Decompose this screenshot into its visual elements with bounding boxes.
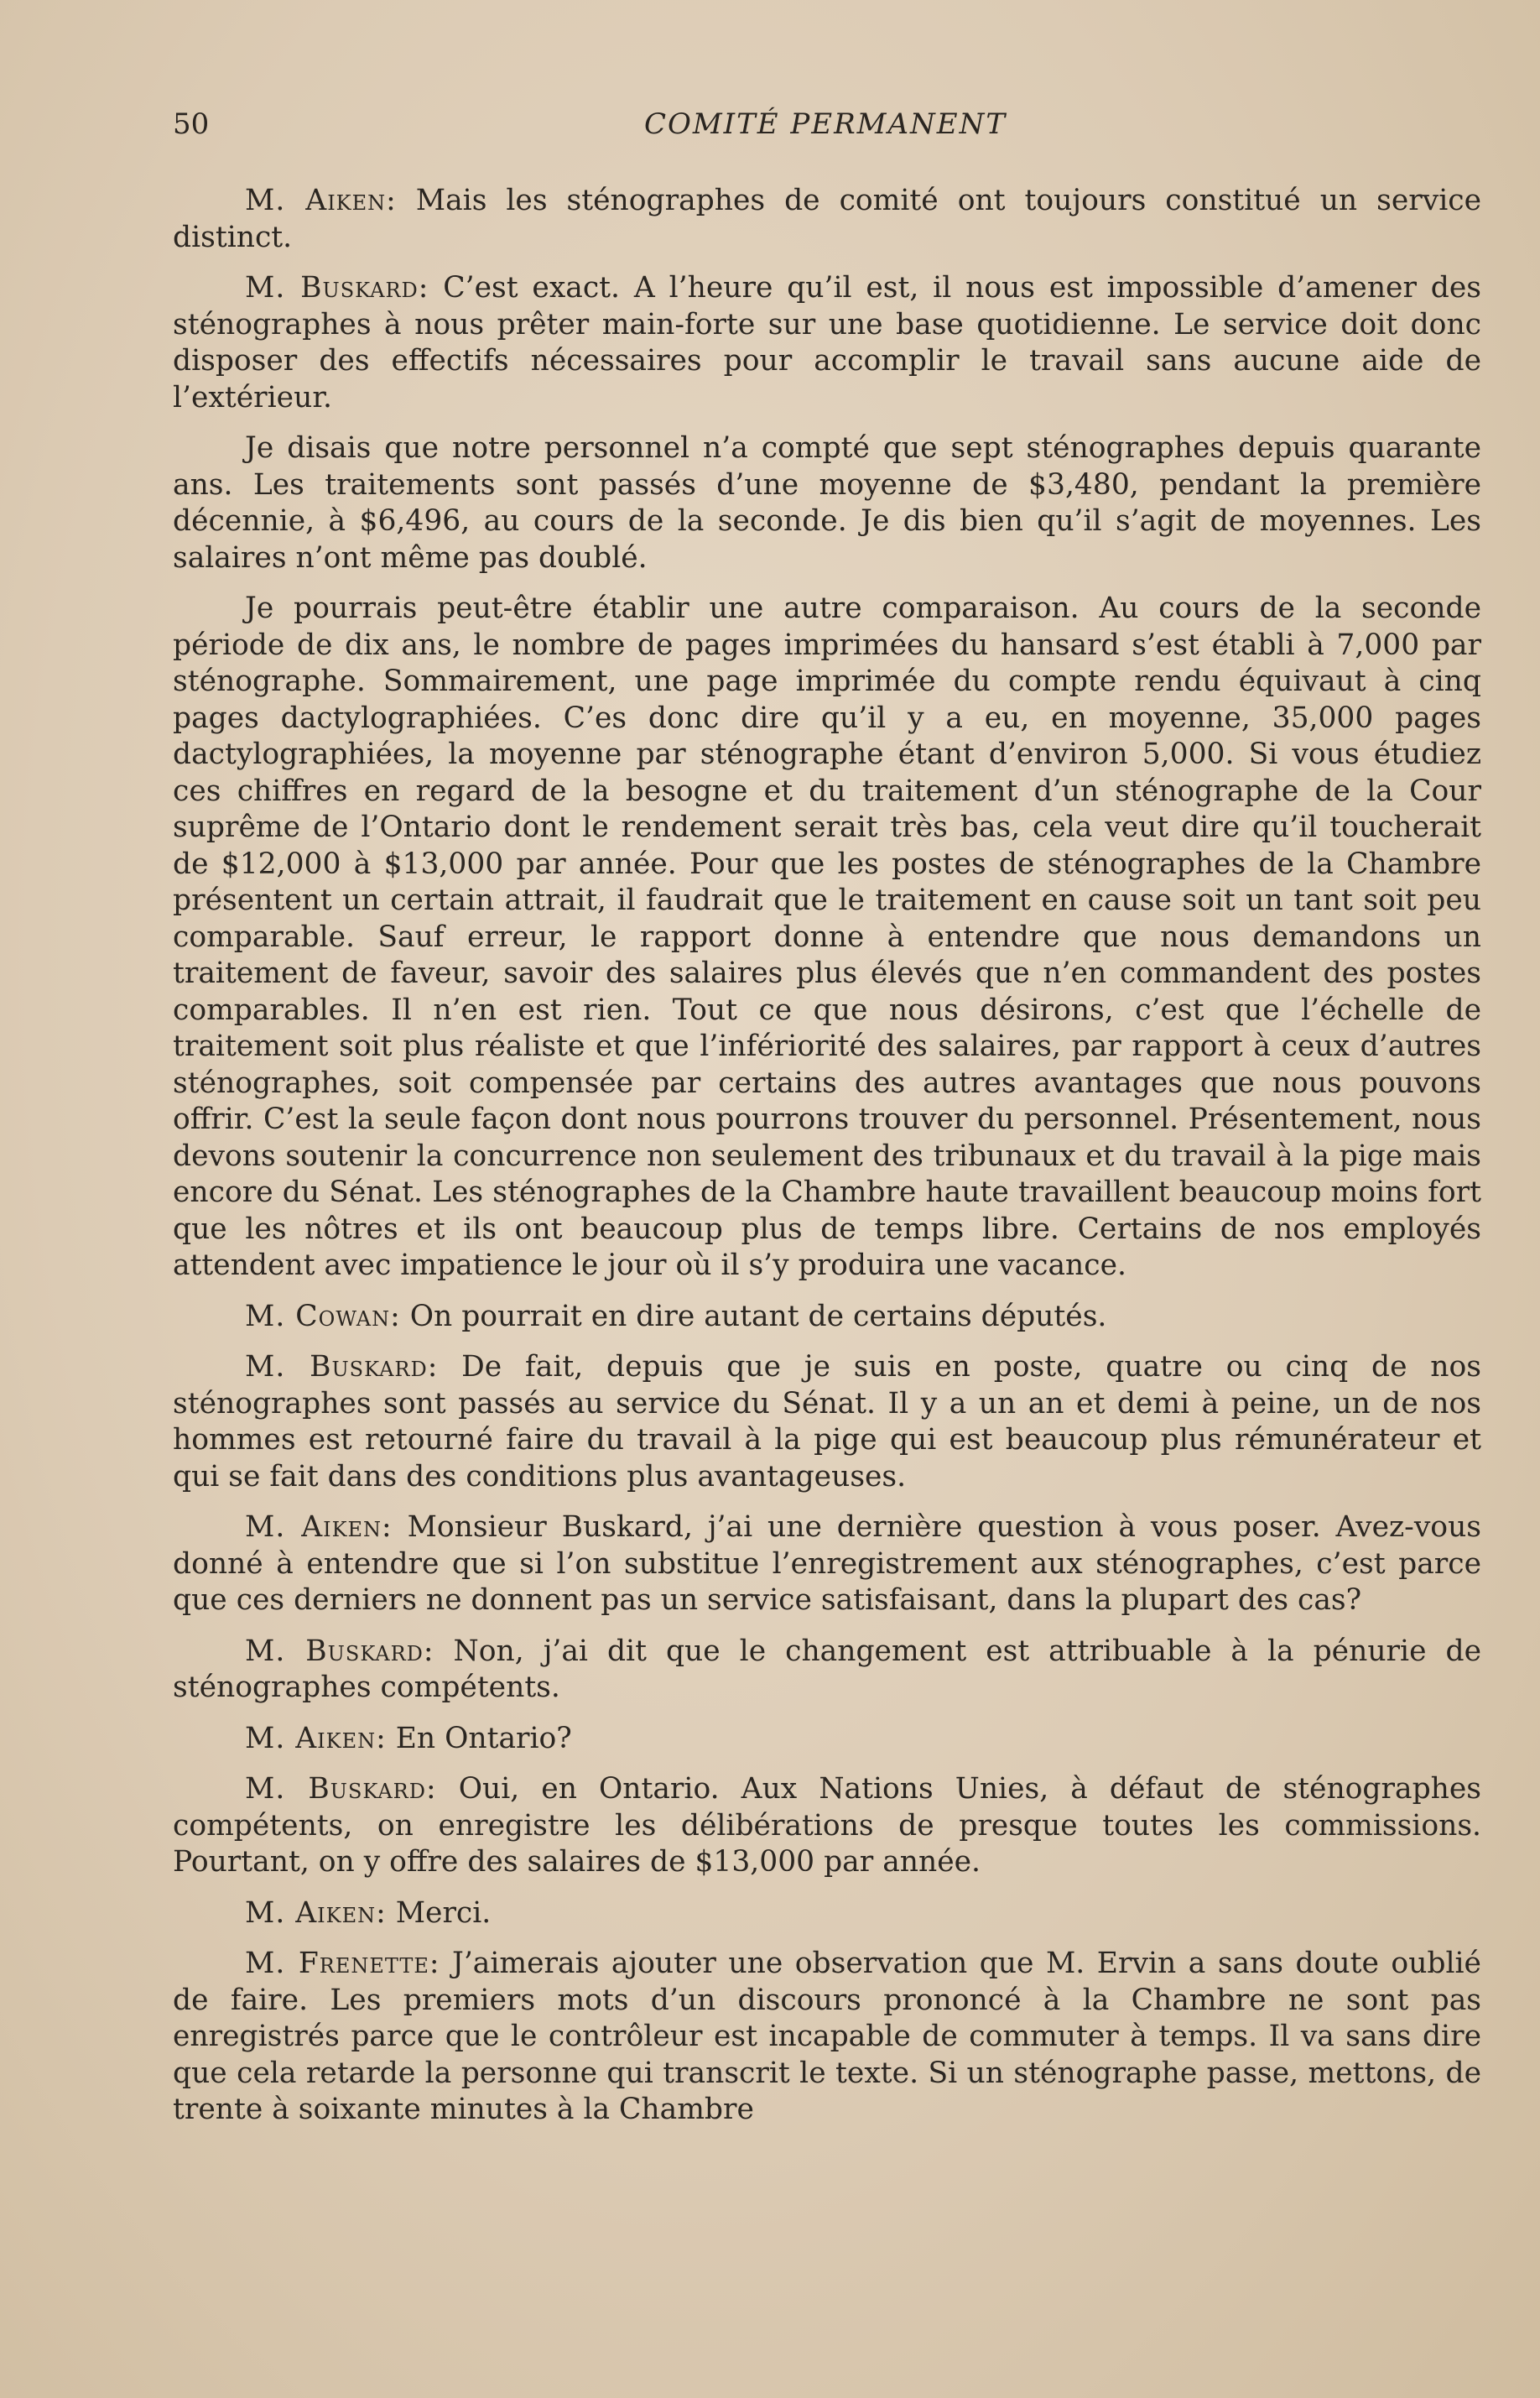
paragraph-text: C’est exact. A l’heure qu’il est, il nous est impossible d’amener des sténographes à nous prêter main-forte sur une base quotidienne. Le service doit donc disposer des effectifs nécessaires pour accomplir le travail sans aucune aide de l’extérieur. bbox=[173, 271, 1481, 414]
paragraph-text: Je pourrais peut-être établir une autre comparaison. Au cours de la seconde période de dix ans, le nombre de pages imprimées du hansard s’est établi à 7,000 par sténographe. Sommairement, une page imprimée du compte rendu équivaut à cinq pages dactylographiées. C’es donc dire qu’il y a eu, en moyenne, 35,000 pages dactylographiées, la moyenne par sténographe étant d’environ 5,000. Si vous étudiez ces chiffres en regard de la besogne et du traitement d’un sténographe de la Cour suprême de l’Ontario dont le rendement serait très bas, cela veut dire qu’il toucherait de $12,000 à $13,000 par année. Pour que les postes de sténographes de la Chambre présentent un certain attrait, il faudrait que le traitement en cause soit un tant soit peu comparable. Sauf erreur, le rapport donne à entendre que nous demandons un traitement de faveur, savoir des salaires plus élevés que n’en commandent des postes comparables. Il n’en est rien. Tout ce que nous désirons, c’est que l’échelle de traitement soit plus réaliste et que l’infériorité des salaires, par rapport à ceux d’autres sténographes, soit compensée par certains des autres avantages que nous pouvons offrir. C’est la seule façon dont nous pourrons trouver du personnel. Présentement, nous devons soutenir la concurrence non seulement des tribunaux et du travail à la pige mais encore du Sénat. Les sténographes de la Chambre haute travaillent beaucoup moins fort que les nôtres et ils ont beaucoup plus de temps libre. Certains de nos employés attendent avec impatience le jour où il s’y produira une vacance. bbox=[173, 592, 1481, 1282]
speaker-name: M. Cowan: bbox=[245, 1299, 401, 1333]
paragraph bbox=[173, 1509, 1481, 1619]
speaker-name: M. Buskard: bbox=[245, 1772, 437, 1806]
paragraph bbox=[173, 1895, 1481, 1932]
paragraph-text: Monsieur Buskard, j’ai une dernière question à vous poser. Avez-vous donné à entendre que si l’on substitue l’enregistrement aux sténographes, c’est parce que ces derniers ne donnent pas un service satisfaisant, dans la plupart des cas? bbox=[173, 1510, 1481, 1617]
paragraph-text: De fait, depuis que je suis en poste, quatre ou cinq de nos sténographes sont passés au service du Sénat. Il y a un an et demi à peine, un de nos hommes est retourné faire du travail à la pige qui est beaucoup plus rémunérateur et qui se fait dans des conditions plus avantageuses. bbox=[173, 1350, 1481, 1494]
paragraph bbox=[173, 1634, 1481, 1707]
speaker-name: M. Aiken: bbox=[245, 1510, 393, 1544]
speaker-name: M. Buskard: bbox=[245, 1634, 434, 1668]
paragraph-text: Je disais que notre personnel n’a compté que sept sténographes depuis quarante ans. Les traitements sont passés d’une moyenne de $3,480, pendant la première décennie, à $6,496, au cours de la seconde. Je dis bien qu’il s’agit de moyennes. Les salaires n’ont même pas doublé. bbox=[173, 431, 1481, 575]
paragraph bbox=[173, 1349, 1481, 1495]
body-text bbox=[173, 183, 1481, 2143]
paragraph-text: Mais les sténographes de comité ont toujours constitué un service distinct. bbox=[173, 184, 1481, 254]
page-header bbox=[173, 107, 1478, 149]
paragraph-text: Merci. bbox=[386, 1895, 492, 1930]
speaker-name: M. Aiken: bbox=[245, 184, 397, 217]
page-number: 50 bbox=[173, 107, 210, 141]
paragraph bbox=[173, 1299, 1481, 1336]
paragraph bbox=[173, 1946, 1481, 2129]
speaker-name: M. Buskard: bbox=[245, 271, 429, 305]
paragraph-text: Oui, en Ontario. Aux Nations Unies, à défaut de sténographes compétents, on enregistre les délibérations de presque toutes les commissions. Pourtant, on y offre des salaires de $13,000 par année. bbox=[173, 1772, 1482, 1879]
paragraph bbox=[173, 270, 1481, 416]
speaker-name: M. Aiken: bbox=[245, 1895, 387, 1930]
paragraph bbox=[173, 1771, 1481, 1881]
paragraph bbox=[173, 430, 1481, 576]
paragraph-text: En Ontario? bbox=[386, 1721, 572, 1755]
running-title: COMITÉ PERMANENT bbox=[643, 107, 1007, 141]
paragraph-text: On pourrait en dire autant de certains députés. bbox=[400, 1299, 1107, 1333]
paragraph-text: Non, j’ai dit que le changement est attribuable à la pénurie de sténographes compétents. bbox=[173, 1634, 1481, 1704]
speaker-name: M. Aiken: bbox=[245, 1721, 387, 1755]
paragraph bbox=[173, 1721, 1481, 1758]
paragraph-text: J’aimerais ajouter une observation que M. Ervin a sans doute oublié de faire. Les premiers mots d’un discours prononcé à la Chambre ne sont pas enregistrés parce que le contrôleur est incapable de commuter à temps. Il va sans dire que cela retarde la personne qui transcrit le texte. Si un sténographe passe, mettons, de trente à soixante minutes à la Chambre bbox=[173, 1947, 1481, 2126]
paragraph bbox=[173, 183, 1481, 256]
paragraph bbox=[173, 591, 1481, 1285]
speaker-name: M. Buskard: bbox=[245, 1350, 439, 1384]
speaker-name: M. Frenette: bbox=[245, 1947, 440, 1980]
